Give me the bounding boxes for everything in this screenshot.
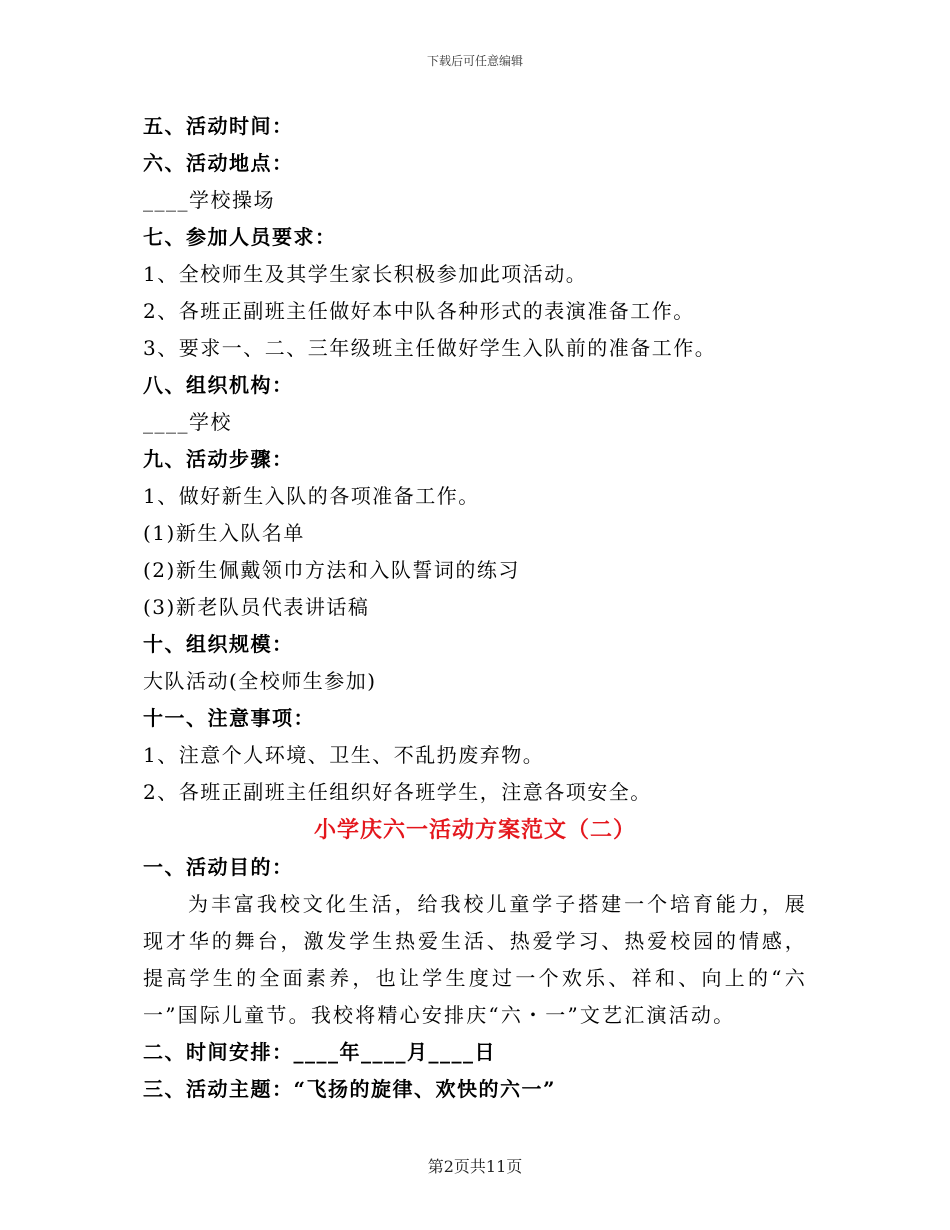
heading-organization-scale: 十、组织规模： [143, 632, 294, 656]
note-item-2: 2、各班正副班主任组织好各班学生，注意各项安全。 [143, 780, 652, 804]
header-note: 下载后可任意编辑 [426, 54, 523, 68]
section-title: 小学庆六一活动方案范文（二） [313, 817, 636, 843]
goal-paragraph: 为丰富我校文化生活，给我校儿童学子搭建一个培育能力，展现才华的舞台，激发学生热爱生活、热爱学习、热爱校园的情感，提高学生的全面素养，也让学生度过一个欢乐、祥和、向上的“六一”国际儿童节。我校将精心安排庆“六・一”文艺汇演活动。 [143, 892, 807, 1027]
step-subitem-3: (3)新老队员代表讲话稿 [143, 595, 370, 619]
step-item-1: 1、做好新生入队的各项准备工作。 [143, 484, 480, 508]
heading-activity-goal: 一、活动目的： [143, 855, 294, 879]
heading-activity-time: 五、活动时间： [143, 114, 294, 138]
step-subitem-2: (2)新生佩戴领巾方法和入队誓词的练习 [143, 558, 520, 582]
step-subitem-1: (1)新生入队名单 [143, 521, 305, 545]
scale-text: 大队活动(全校师生参加) [143, 669, 377, 693]
heading-activity-location: 六、活动地点： [143, 151, 294, 175]
requirement-item-1: 1、全校师生及其学生家长积极参加此项活动。 [143, 262, 588, 286]
heading-schedule: 二、时间安排：____年____月____日 [143, 1040, 496, 1064]
location-text: ____学校操场 [143, 188, 275, 212]
requirement-item-3: 3、要求一、二、三年级班主任做好学生入队前的准备工作。 [143, 336, 717, 360]
heading-organization: 八、组织机构： [143, 373, 294, 397]
organization-text: ____学校 [143, 410, 232, 434]
heading-activity-steps: 九、活动步骤： [143, 447, 294, 471]
heading-notes: 十一、注意事项： [143, 706, 315, 730]
note-item-1: 1、注意个人环境、卫生、不乱扔废弃物。 [143, 743, 545, 767]
heading-participant-requirements: 七、参加人员要求： [143, 225, 337, 249]
requirement-item-2: 2、各班正副班主任做好本中队各种形式的表演准备工作。 [143, 299, 695, 323]
page-number: 第2页共11页 [427, 1157, 523, 1176]
document-body [143, 108, 807, 1108]
heading-theme: 三、活动主题：“飞扬的旋律、欢快的六一” [143, 1077, 557, 1101]
